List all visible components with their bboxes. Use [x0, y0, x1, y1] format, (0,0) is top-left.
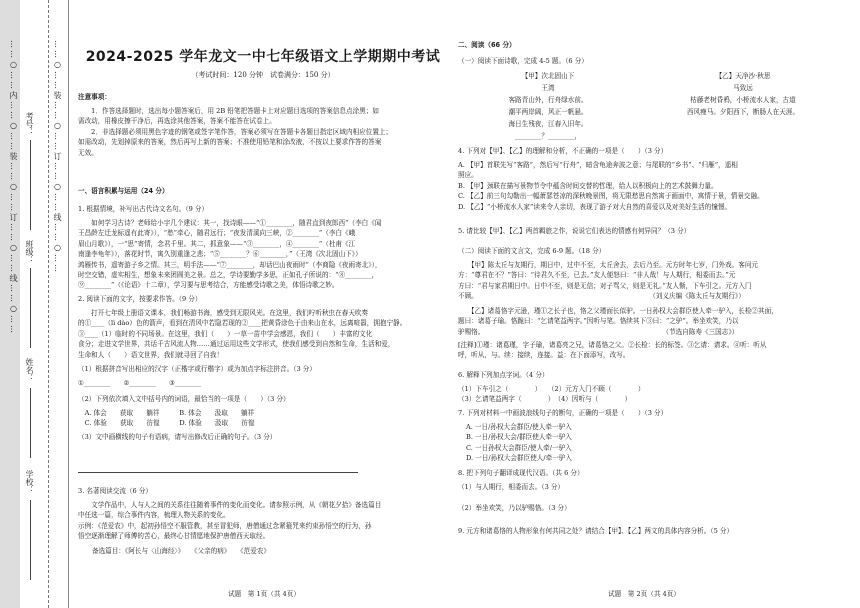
section-two-heading: 二、阅读（66 分） [458, 41, 516, 49]
question-5: 5. 请比较【甲】、【乙】两首羁旅之作，说说它们表达的情感有何异同？（3 分） [458, 227, 691, 235]
question-4: 4. 下列对【甲】、【乙】的理解和分析，不正确的一项是（ ）（3 分） [458, 147, 668, 155]
poem-b-author: 马致远 [733, 84, 753, 92]
name-label: 姓名： [25, 358, 34, 382]
school-label: 学校： [25, 470, 34, 494]
question-8-items: （1）与人期行，相委而去。（3 分） （2）举坐欢笑，乃以驴赐恪。（3 分） [458, 483, 571, 512]
poem-a-title: 【甲】次北固山下 [521, 72, 575, 80]
reading-part-2: （二）阅读下面的文言文，完成 6-9 题。（18 分） [458, 247, 606, 255]
page-two-footer: 试题 第 2页（共 4页） [608, 590, 680, 598]
question-9: 9. 元方和诸葛恪的人物形象有何共同之处？请结合【甲】、【乙】两文的具体内容分析。（5 分） [458, 527, 734, 535]
question-3-options: 备选篇目：《阿长与〈山海经〉》 《父亲的病》 《范爱农》 [92, 547, 271, 555]
page-one [78, 0, 448, 608]
question-2-passage: 打开七年级上册语文课本，我们畅游书海，感受到无限风光。在这里，我们咛听秋虫在春天吹奏 的①____（lì dào）色的箭声，看到在清风中若隐若现的②____把黄昏涂色于由来山在水，远离喧嚣，拥抱宁静。 ③____（1）临时的不同场景。在这里，我们（ ）一草一苗中学会感恩，我们（ ）丰富的文化 食分；走进文学世界，共话千古风流人物……通过运用这些文学形式，使我们感受到自然和生命，生活和爱， 生命和人（ ）语文世界，我们就寻回了自我！ [78, 309, 407, 359]
question-7-options[interactable]: A. 一日/孙权大会群臣/使人牵一驴入 B. 一日/孙权大会/群臣使人牵一驴入 C. 一日孙权大会群臣/使人牵/一驴入 D. 一日/孙权大会群臣使人/牵一驴入 [466, 423, 572, 463]
page-one-footer: 试题 第 1页（共 4页） [228, 590, 300, 598]
question-2-2: （2）下列依次填入文中括号内的词语，最恰当的一项是（ ）（3 分） [78, 395, 290, 403]
poem-a [478, 70, 618, 142]
exam-subtitle: （考试时间：120 分钟 试卷满分：150 分） [191, 71, 335, 79]
poem-a-line: 客路青山外，行舟绿水前。 [508, 96, 588, 104]
exam-no-label: 考号： [25, 112, 34, 136]
exam-no-field[interactable] [30, 140, 31, 230]
question-6-items[interactable]: （1）下车引之（ ） （2）元方入门不顾（ ） （3）乞请笔益两字（ ） （4）因听与（ ） [458, 385, 645, 404]
poem-b-title: 【乙】天净沙·秋思 [715, 72, 771, 80]
poem-a-line[interactable]: ________？________， [515, 132, 581, 140]
class-label: 班级： [25, 240, 34, 264]
question-8: 8. 把下列句子翻译成现代汉语。（共 6 分） [458, 469, 584, 477]
annotations: [注释]①瑾：诸葛瑾，字子瑜，诸葛亮之兄，诸葛恪之父。②长检：长的标签。③乞请：请求。④听：听从 呼，听从，与。续：接续，连接。益：在下面添写，改写。 [458, 341, 767, 360]
question-3: 3. 名著阅读交流（6 分） [78, 487, 153, 495]
poem-b-line: 西风瘦马。夕阳西下，断肠人在天涯。 [686, 108, 800, 116]
question-1: 1. 根据情境，补写出古代诗文名句。（9 分） [78, 205, 209, 213]
poem-a-author: 王湾 [541, 84, 555, 92]
answer-line[interactable] [78, 472, 358, 473]
question-2: 2. 阅读下面的文字，按要求作答。（9 分） [78, 295, 202, 303]
binding-margin [0, 0, 69, 608]
question-2-1-blanks[interactable]: ①________ ②________ ③________ [78, 379, 202, 387]
question-2-3: （3）文中画横线的句子有语病，请写出修改后正确的句子。（3 分） [78, 433, 277, 441]
school-field[interactable] [30, 500, 31, 580]
cut-mark-outer: ……○……内……○……装……○……订……○……线……○…… [9, 40, 18, 335]
question-6: 6. 解释下列加点字词。（4 分） [458, 371, 549, 379]
question-3-body: 文学作品中，人与人之间的关系往往随着事件的变化而变化。请参照示例，从《朝花夕拾》备选篇目 中任选一篇，综合事件内容，梳理人物关系的变化。 示例：《范爱农》中，起初孙悟空不服管教，甚至冒犯师，唐僧通过念紧箍咒来约束孙悟空的行为，孙 悟空逐渐理解了师傅的苦心，最终心甘情愿地保护唐僧西天取经。 [78, 501, 382, 541]
poem-a-line: 海日生残夜，江春入旧年。 [508, 120, 588, 128]
class-field[interactable] [30, 268, 31, 348]
cut-line [48, 0, 49, 608]
question-1-body: 如何学习古诗？老师给小宇几个建议：其一，找诗眼——“①________，随君直到夜郎西”（李白《闻 王昌龄左迁龙标遥有此寄》），“愁”牵心，随君远行；“夜发清溪向三峡，②________”（李白《峨 眉山月歌》），一“思”寄情，念君千里。其二，抓意象——“③________，④________”（杜甫《江 南逢李龟年》），落花时节，寓久别重逢之悲；“⑤________？⑥________，”（王湾《次北固山下》） 鸿雁传书，遥寄游子乡之情。其三，明手法——“⑦________，却话巴山夜雨时”（李商隐《夜雨寄北》）， 时空交错，虚实相生，想象未来团圆美之景。总之，学诗要勤学多思，正如孔子所说的：“⑧________， ⑨________”（《论语》十二章），学习要与思考结合，方能感受诗歌之美，体悟诗歌之妙。 [78, 219, 382, 290]
classical-text-b: 【乙】诸葛恪字元逊，瑾①之长子也，恪之父瑾面长似驴。一日孙权大会群臣使人牵一驴入，长检②其面， 题曰：诸葛子瑜。恪跪曰：“乞请笔益两字。”因听与笔。恪续其下③曰：“之驴”。举坐欢笑，乃以 驴赐恪。 （节选自陈寿《三国志》） [458, 307, 778, 336]
question-4-options[interactable]: A. 【甲】首联先写“客路”，然后写“行舟”，暗含龟途奔波之意；与尾联的“乡书”、“归雁”，遥相 照应。 B. 【甲】颈联在描写景物节令中蕴含时间交替的哲理，给人以积极向上的艺术鼓舞力量。 C. 【乙】前三句勾勒出一幅萧瑟苍凉的深秋晚景图，将无限愁思自然寓于画面中，寓情于景，情景交融。 D. 【乙】“小桥流水人家”读来令人亲切，表现了游子对大自然的喜爱以及对美好生活的憧憬。 [458, 161, 764, 211]
notice-title: 注意事项： [78, 93, 111, 101]
exam-title: 2024-2025 学年龙文一中七年级语文上学期期中考试 [85, 49, 441, 65]
cut-mark-inner: ……○……装……○……订……○……线……○…… [53, 40, 62, 274]
classical-text-a: 【甲】陈太丘与友期行，期日中，过中不至，太丘舍去，去后乃至。元方时年七岁，门外戏。客问元 方：“尊君在不？”答曰：“待君久不至，已去。”友人便怒曰：“非人哉！与人期行，相委而去。”元 方曰：“君与家君期日中。日中不至，则是无信；对子骂父，则是无礼。”友人惭，下车引之。元方入门 不顾。 （刘义庆编《陈太丘与友期行》） [458, 261, 759, 301]
name-field[interactable] [30, 388, 31, 458]
section-one-heading: 一、语言积累与运用（24 分） [78, 187, 169, 195]
question-7: 7. 下列对材料一中画波浪线句子的断句，正确的一项是（ ）（3 分） [458, 409, 668, 417]
reading-part-1: （一）阅读下面诗歌，完成 4-5 题。（6 分） [458, 57, 588, 65]
question-2-2-options[interactable]: A. 体会 获取 躺祥 B. 体会 汲取 躺祥 C. 体验 获取 彷徨 D. 体验 汲取 彷徨 [84, 409, 255, 428]
notice-text: 1．作答选择题时，选出每小题答案后，用 2B 铅笔把答题卡上对应题目选项的答案信息点涂黑；如 需改动，用橡皮擦干净后，再选涂其他答案，答案不能答在试卷上。 2．非选择题必须用黑色字迹的钢笔或签字笔作答，答案必须写在答题卡各题目指定区域内相应位置上； 如需改动，先划掉原来的答案，然后再写上新的答案；不准使用铅笔和涂改液，不按以上要求作答的答案 无效。 [78, 107, 393, 157]
poem-b-line: 枯藤老树昏鸦，小桥流水人家，古道 [690, 96, 796, 104]
question-2-1: （1）根据拼音写出相应的汉字（正楷字或行楷字）或为加点字标注拼音。（3 分） [78, 365, 316, 373]
poem-a-line: 潮平两岸阔，风正一帆悬。 [508, 108, 588, 116]
page-two [458, 0, 848, 608]
poem-b [648, 70, 838, 118]
